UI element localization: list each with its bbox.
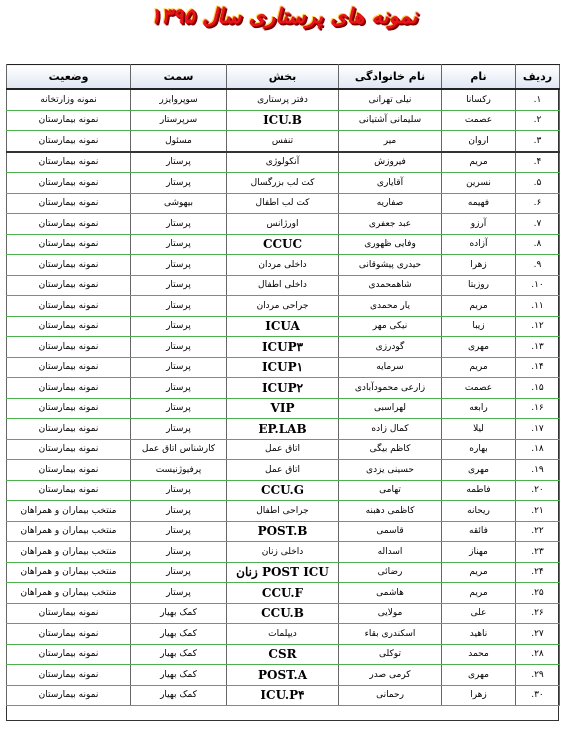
first-name-cell: لیلا: [442, 419, 516, 440]
status-cell: نمونه بیمارستان: [7, 296, 131, 317]
first-name-cell: ریحانه: [442, 501, 516, 522]
row-number-cell: ۱.: [516, 89, 560, 110]
family-name-cell: اسداله: [339, 542, 442, 563]
row-number-cell: ۱۹.: [516, 460, 560, 481]
first-name-cell: زیبا: [442, 316, 516, 337]
row-number-cell: ۲۱.: [516, 501, 560, 522]
first-name-cell: رابعه: [442, 398, 516, 419]
table-row: [7, 296, 560, 317]
table-row: [7, 337, 560, 358]
status-cell: نمونه بیمارستان: [7, 644, 131, 665]
position-cell: بیهوشی: [131, 193, 227, 214]
department-cell: CSR: [227, 644, 339, 665]
staff-table: [6, 64, 560, 706]
position-cell: پرستار: [131, 357, 227, 378]
table-row: [7, 501, 560, 522]
position-cell: پرستار: [131, 378, 227, 399]
row-number-cell: ۱۸.: [516, 439, 560, 460]
status-cell: نمونه بیمارستان: [7, 398, 131, 419]
department-cell: ICUP۳: [227, 337, 339, 358]
status-cell: نمونه بیمارستان: [7, 624, 131, 645]
table-row: [7, 562, 560, 583]
status-cell: نمونه بیمارستان: [7, 255, 131, 276]
row-number-cell: ۲۹.: [516, 665, 560, 686]
table-row: [7, 398, 560, 419]
table-row: [7, 173, 560, 194]
family-name-cell: حیدری پیشوقانی: [339, 255, 442, 276]
status-cell: منتخب بیماران و همراهان: [7, 521, 131, 542]
status-cell: نمونه بیمارستان: [7, 439, 131, 460]
first-name-cell: آرزو: [442, 214, 516, 235]
family-name-cell: رحمانی: [339, 685, 442, 706]
department-cell: CCU.F: [227, 583, 339, 604]
row-number-cell: ۸.: [516, 234, 560, 255]
header-department: بخش: [227, 65, 339, 90]
status-cell: نمونه بیمارستان: [7, 460, 131, 481]
header-position: سمت: [131, 65, 227, 90]
family-name-cell: کاظمی دهبنه: [339, 501, 442, 522]
first-name-cell: فائقه: [442, 521, 516, 542]
position-cell: پرستار: [131, 542, 227, 563]
first-name-cell: عصمت: [442, 110, 516, 131]
family-name-cell: صفاریه: [339, 193, 442, 214]
family-name-cell: رضائی: [339, 562, 442, 583]
family-name-cell: مولایی: [339, 603, 442, 624]
position-cell: پرستار: [131, 275, 227, 296]
family-name-cell: یار محمدی: [339, 296, 442, 317]
table-row: [7, 624, 560, 645]
status-cell: نمونه بیمارستان: [7, 234, 131, 255]
table-row: [7, 234, 560, 255]
table-row: [7, 193, 560, 214]
status-cell: نمونه بیمارستان: [7, 193, 131, 214]
department-cell: CCU.B: [227, 603, 339, 624]
header-row-number: ردیف: [516, 65, 560, 90]
family-name-cell: عبد جعفری: [339, 214, 442, 235]
table-row: [7, 255, 560, 276]
header-status: وضعیت: [7, 65, 131, 90]
department-cell: اورژانس: [227, 214, 339, 235]
first-name-cell: مهری: [442, 460, 516, 481]
row-number-cell: ۳.: [516, 131, 560, 152]
status-cell: نمونه بیمارستان: [7, 685, 131, 706]
row-number-cell: ۲۰.: [516, 480, 560, 501]
position-cell: مسئول: [131, 131, 227, 152]
position-cell: کمک بهیار: [131, 665, 227, 686]
status-cell: نمونه بیمارستان: [7, 131, 131, 152]
department-cell: آنکولوژی: [227, 152, 339, 173]
row-number-cell: ۲۳.: [516, 542, 560, 563]
family-name-cell: فیروزش: [339, 152, 442, 173]
department-cell: اتاق عمل: [227, 460, 339, 481]
position-cell: پرستار: [131, 562, 227, 583]
status-cell: نمونه بیمارستان: [7, 378, 131, 399]
table-row: [7, 110, 560, 131]
family-name-cell: نیلی تهرانی: [339, 89, 442, 110]
first-name-cell: رکسانا: [442, 89, 516, 110]
position-cell: سرپرستار: [131, 110, 227, 131]
status-cell: منتخب بیماران و همراهان: [7, 562, 131, 583]
family-name-cell: کاظم بیگی: [339, 439, 442, 460]
position-cell: کمک بهیار: [131, 685, 227, 706]
first-name-cell: ناهید: [442, 624, 516, 645]
table-row: [7, 419, 560, 440]
first-name-cell: آزاده: [442, 234, 516, 255]
position-cell: پرستار: [131, 337, 227, 358]
status-cell: نمونه بیمارستان: [7, 152, 131, 173]
first-name-cell: مهری: [442, 665, 516, 686]
row-number-cell: ۲۵.: [516, 583, 560, 604]
first-name-cell: فاطمه: [442, 480, 516, 501]
first-name-cell: محمد: [442, 644, 516, 665]
row-number-cell: ۱۴.: [516, 357, 560, 378]
row-number-cell: ۳۰.: [516, 685, 560, 706]
position-cell: پرستار: [131, 501, 227, 522]
status-cell: نمونه بیمارستان: [7, 337, 131, 358]
table-row: [7, 644, 560, 665]
department-cell: داخلی مردان: [227, 255, 339, 276]
status-cell: نمونه بیمارستان: [7, 603, 131, 624]
family-name-cell: آقایاری: [339, 173, 442, 194]
table-row: [7, 316, 560, 337]
position-cell: پرستار: [131, 521, 227, 542]
family-name-cell: توکلی: [339, 644, 442, 665]
first-name-cell: مریم: [442, 562, 516, 583]
row-number-cell: ۲۴.: [516, 562, 560, 583]
position-cell: کمک بهیار: [131, 603, 227, 624]
header-first-name: نام: [442, 65, 516, 90]
department-cell: جراحی اطفال: [227, 501, 339, 522]
row-number-cell: ۵.: [516, 173, 560, 194]
position-cell: پرستار: [131, 214, 227, 235]
row-number-cell: ۱۳.: [516, 337, 560, 358]
row-number-cell: ۱۵.: [516, 378, 560, 399]
position-cell: پرستار: [131, 398, 227, 419]
row-number-cell: ۶.: [516, 193, 560, 214]
department-cell: کت لب بزرگسال: [227, 173, 339, 194]
department-cell: دفتر پرستاری: [227, 89, 339, 110]
table-row: [7, 131, 560, 152]
position-cell: پرستار: [131, 419, 227, 440]
first-name-cell: مریم: [442, 296, 516, 317]
status-cell: نمونه بیمارستان: [7, 275, 131, 296]
status-cell: نمونه بیمارستان: [7, 173, 131, 194]
first-name-cell: مهناز: [442, 542, 516, 563]
department-cell: VIP: [227, 398, 339, 419]
table-row: [7, 460, 560, 481]
position-cell: کارشناس اتاق عمل: [131, 439, 227, 460]
family-name-cell: زارعی محمودآبادی: [339, 378, 442, 399]
row-number-cell: ۱۰.: [516, 275, 560, 296]
row-number-cell: ۱۲.: [516, 316, 560, 337]
family-name-cell: سرمایه: [339, 357, 442, 378]
department-cell: دیپلمات: [227, 624, 339, 645]
page-title: نمونه های پرستاری سال ۱۳۹۵: [149, 4, 418, 28]
status-cell: نمونه بیمارستان: [7, 480, 131, 501]
position-cell: پرستار: [131, 296, 227, 317]
table-row: [7, 480, 560, 501]
row-number-cell: ۲۲.: [516, 521, 560, 542]
status-cell: منتخب بیماران و همراهان: [7, 583, 131, 604]
position-cell: پرستار: [131, 152, 227, 173]
position-cell: پرستار: [131, 255, 227, 276]
status-cell: نمونه بیمارستان: [7, 419, 131, 440]
row-number-cell: ۲۶.: [516, 603, 560, 624]
table-row: [7, 89, 560, 110]
table-row: [7, 685, 560, 706]
row-number-cell: ۹.: [516, 255, 560, 276]
table-body: [7, 89, 560, 706]
department-cell: CCUC: [227, 234, 339, 255]
family-name-cell: وفایی ظهوری: [339, 234, 442, 255]
family-name-cell: گودرزی: [339, 337, 442, 358]
position-cell: پرستار: [131, 234, 227, 255]
first-name-cell: عصمت: [442, 378, 516, 399]
family-name-cell: حسینی یزدی: [339, 460, 442, 481]
department-cell: داخلی زنان: [227, 542, 339, 563]
table-row: [7, 152, 560, 173]
department-cell: ICUP۱: [227, 357, 339, 378]
first-name-cell: مهری: [442, 337, 516, 358]
table-row: [7, 603, 560, 624]
row-number-cell: ۴.: [516, 152, 560, 173]
department-cell: CCU.G: [227, 480, 339, 501]
row-number-cell: ۱۱.: [516, 296, 560, 317]
first-name-cell: مریم: [442, 357, 516, 378]
position-cell: کمک بهیار: [131, 644, 227, 665]
position-cell: سوپروایزر: [131, 89, 227, 110]
position-cell: پرستار: [131, 173, 227, 194]
position-cell: کمک بهیار: [131, 624, 227, 645]
table-row: [7, 378, 560, 399]
first-name-cell: اروان: [442, 131, 516, 152]
family-name-cell: نیکی مهر: [339, 316, 442, 337]
family-name-cell: شاهمحمدی: [339, 275, 442, 296]
table-row: [7, 583, 560, 604]
department-cell: POST ICU زنان: [227, 562, 339, 583]
department-cell: اتاق عمل: [227, 439, 339, 460]
department-cell: کت لب اطفال: [227, 193, 339, 214]
department-cell: تنفس: [227, 131, 339, 152]
department-cell: POST.A: [227, 665, 339, 686]
department-cell: جراحی مردان: [227, 296, 339, 317]
row-number-cell: ۷.: [516, 214, 560, 235]
first-name-cell: مریم: [442, 152, 516, 173]
table-row: [7, 665, 560, 686]
status-cell: نمونه بیمارستان: [7, 316, 131, 337]
department-cell: ICUP۲: [227, 378, 339, 399]
family-name-cell: قاسمی: [339, 521, 442, 542]
family-name-cell: کرمی صدر: [339, 665, 442, 686]
table-row: [7, 275, 560, 296]
table-row: [7, 357, 560, 378]
department-cell: ICU.P۴: [227, 685, 339, 706]
department-cell: POST.B: [227, 521, 339, 542]
table-row: [7, 439, 560, 460]
first-name-cell: بهاره: [442, 439, 516, 460]
row-number-cell: ۲۷.: [516, 624, 560, 645]
family-name-cell: تهامی: [339, 480, 442, 501]
row-number-cell: ۲.: [516, 110, 560, 131]
first-name-cell: فهیمه: [442, 193, 516, 214]
department-cell: داخلی اطفال: [227, 275, 339, 296]
department-cell: ICU.B: [227, 110, 339, 131]
first-name-cell: نسرین: [442, 173, 516, 194]
department-cell: EP.LAB: [227, 419, 339, 440]
family-name-cell: لهراسبی: [339, 398, 442, 419]
family-name-cell: هاشمی: [339, 583, 442, 604]
row-number-cell: ۱۶.: [516, 398, 560, 419]
position-cell: پرستار: [131, 480, 227, 501]
department-cell: ICUA: [227, 316, 339, 337]
status-cell: نمونه بیمارستان: [7, 214, 131, 235]
first-name-cell: روزبتا: [442, 275, 516, 296]
table-row: [7, 214, 560, 235]
row-number-cell: ۲۸.: [516, 644, 560, 665]
status-cell: نمونه بیمارستان: [7, 357, 131, 378]
position-cell: پرفیوژنیست: [131, 460, 227, 481]
table-header-row: [7, 65, 560, 90]
first-name-cell: مریم: [442, 583, 516, 604]
position-cell: پرستار: [131, 583, 227, 604]
status-cell: نمونه وزارتخانه: [7, 89, 131, 110]
status-cell: نمونه بیمارستان: [7, 665, 131, 686]
family-name-cell: میر: [339, 131, 442, 152]
status-cell: نمونه بیمارستان: [7, 110, 131, 131]
row-number-cell: ۱۷.: [516, 419, 560, 440]
first-name-cell: زهرا: [442, 685, 516, 706]
family-name-cell: سلیمانی آشتیانی: [339, 110, 442, 131]
table-row: [7, 521, 560, 542]
position-cell: پرستار: [131, 316, 227, 337]
family-name-cell: اسکندری بقاء: [339, 624, 442, 645]
status-cell: منتخب بیماران و همراهان: [7, 542, 131, 563]
first-name-cell: زهرا: [442, 255, 516, 276]
header-family-name: نام خانوادگی: [339, 65, 442, 90]
family-name-cell: کمال زاده: [339, 419, 442, 440]
first-name-cell: علی: [442, 603, 516, 624]
table-row: [7, 542, 560, 563]
status-cell: منتخب بیماران و همراهان: [7, 501, 131, 522]
